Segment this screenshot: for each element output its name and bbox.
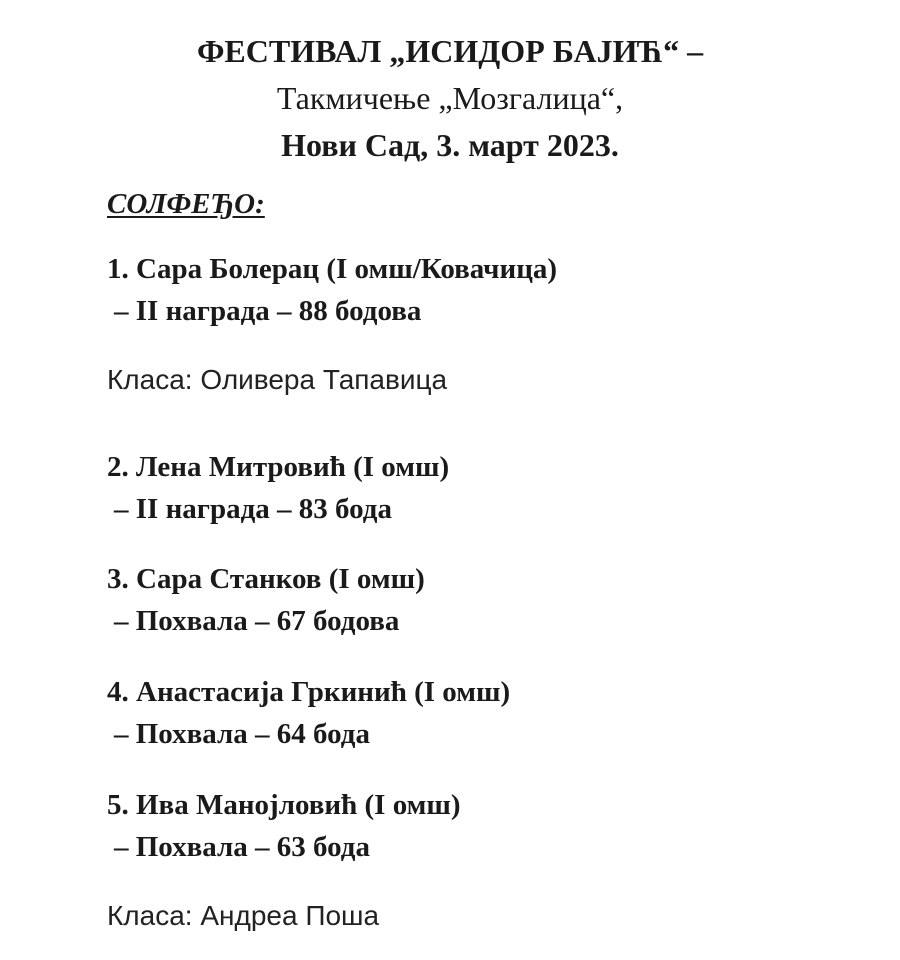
result-entry — [107, 671, 510, 755]
entry-name: 4. Анастасија Гркинић (I омш) — [107, 676, 511, 708]
entry-award: – Похвала – 63 бода — [114, 831, 370, 863]
result-entry — [107, 558, 425, 642]
entry-name: 2. Лена Митровић (I омш) — [107, 451, 450, 483]
competition-subtitle: Такмичење „Мозгалица“, — [276, 80, 624, 116]
entry-award: – Похвала – 67 бодова — [114, 605, 400, 637]
result-entry — [107, 784, 461, 868]
place-date: Нови Сад, 3. март 2023. — [281, 127, 619, 163]
document-header — [0, 28, 900, 169]
entry-name: 3. Сара Станков (I омш) — [107, 563, 425, 595]
result-entry — [107, 248, 557, 332]
festival-title: ФЕСТИВАЛ „ИСИДОР БАЈИЋ“ – — [196, 33, 704, 69]
entry-name: 5. Ива Манојловић (I омш) — [107, 789, 461, 821]
entry-award: – Похвала – 64 бода — [114, 718, 370, 750]
entry-award: – II награда – 83 бода — [114, 493, 392, 525]
entry-award: – II награда – 88 бодова — [114, 295, 422, 327]
entry-name: 1. Сара Болерац (I омш/Ковачица) — [107, 253, 558, 285]
result-entry — [107, 446, 449, 530]
class-note: Класа: Андреа Поша — [107, 900, 380, 931]
class-note: Класа: Оливера Тапавица — [107, 364, 448, 395]
section-heading: СОЛФЕЂО: — [107, 188, 265, 220]
